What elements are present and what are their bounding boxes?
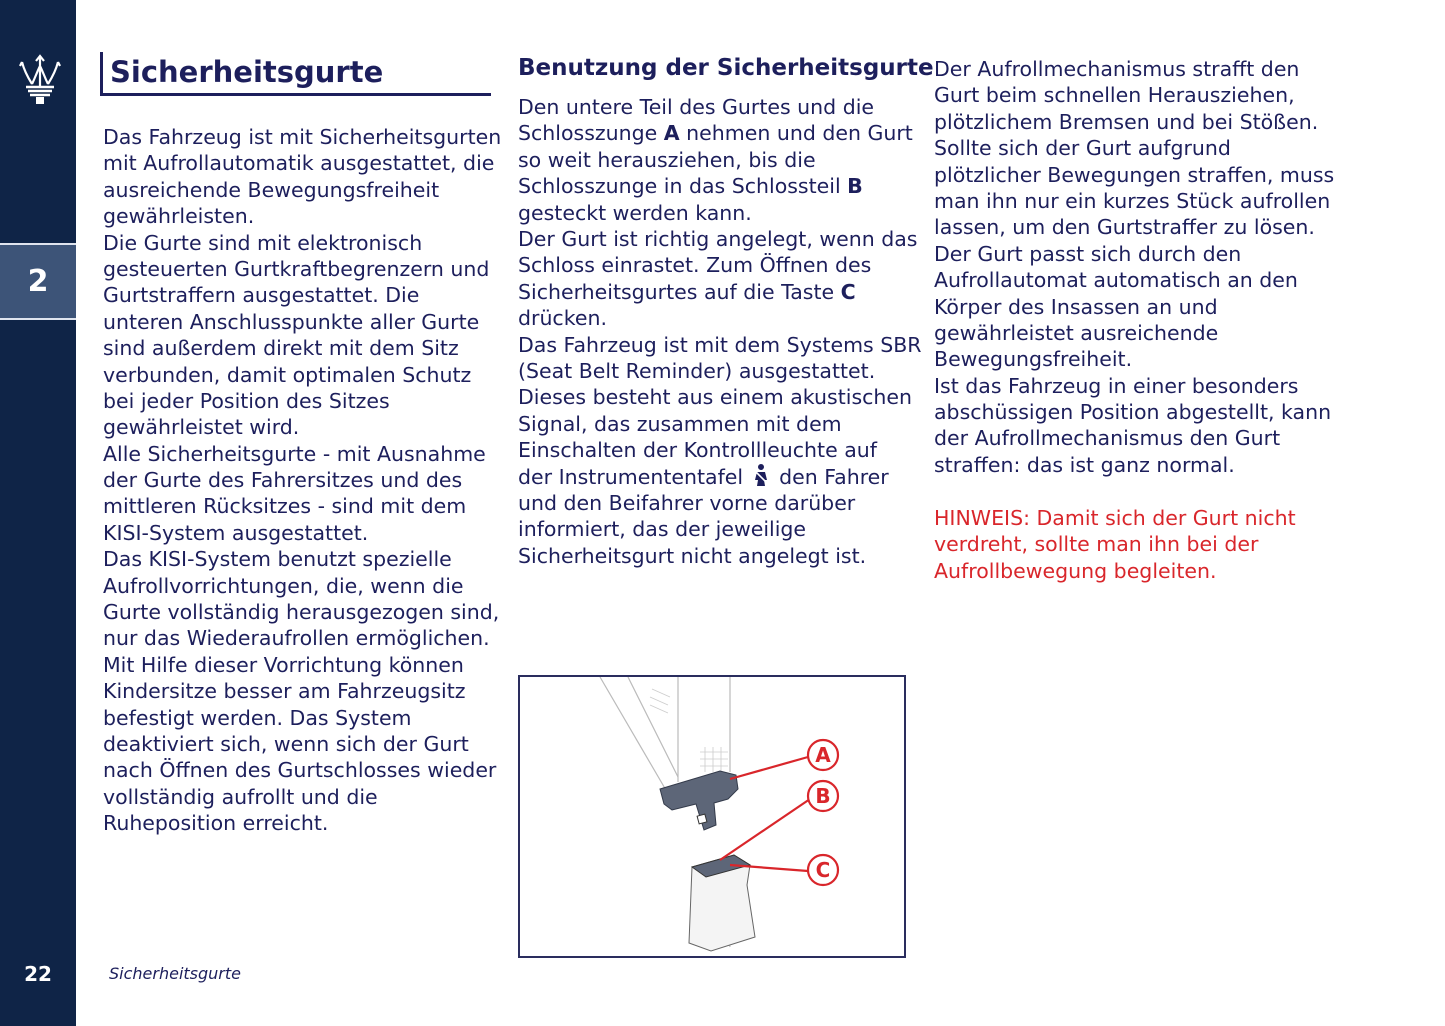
text-segment: Die Gurte sind mit elektronisch bbox=[103, 230, 423, 255]
text-segment: informiert, das der jeweilige bbox=[518, 517, 807, 542]
text-segment: Das Fahrzeug ist mit dem Systems SBR bbox=[518, 332, 922, 357]
text-line bbox=[103, 282, 501, 308]
text-line bbox=[518, 463, 922, 489]
text-segment: nach Öffnen des Gurtschlosses wieder bbox=[103, 758, 497, 783]
text-line bbox=[103, 784, 501, 810]
text-segment: nur das Wiederaufrollen ermöglichen. bbox=[103, 626, 490, 651]
text-segment: der Aufrollmechanismus den Gurt bbox=[934, 426, 1281, 451]
text-segment: Schlosszunge in das Schlossteil bbox=[518, 174, 848, 199]
text-segment: drücken. bbox=[518, 306, 607, 331]
text-line bbox=[103, 177, 501, 203]
note-text bbox=[934, 505, 1296, 584]
text-line bbox=[103, 388, 501, 414]
text-segment: gewährleistet wird. bbox=[103, 415, 300, 440]
text-line bbox=[518, 332, 922, 358]
text-segment: und den Beifahrer vorne darüber bbox=[518, 490, 856, 515]
text-line bbox=[518, 516, 922, 542]
bold-label: C bbox=[840, 279, 856, 304]
text-line bbox=[103, 705, 501, 731]
text-line bbox=[518, 120, 922, 146]
text-segment: Schlosszunge bbox=[518, 121, 664, 146]
text-line bbox=[103, 810, 501, 836]
text-line bbox=[103, 335, 501, 361]
text-line bbox=[934, 267, 1334, 293]
text-line bbox=[934, 56, 1334, 82]
text-segment: lassen, um den Gurtstraffer zu lösen. bbox=[934, 215, 1315, 240]
text-segment: Der Gurt passt sich durch den bbox=[934, 241, 1242, 266]
text-segment: Der Aufrollmechanismus strafft den bbox=[934, 57, 1300, 81]
bold-label: A bbox=[663, 121, 680, 146]
footer-section: Sicherheitsgurte bbox=[109, 964, 241, 983]
column-3-text bbox=[934, 56, 1334, 478]
chapter-tab[interactable]: 2 bbox=[0, 243, 76, 320]
text-segment: gesteckt werden kann. bbox=[518, 200, 752, 225]
text-segment: bei jeder Position des Sitzes bbox=[103, 388, 390, 413]
text-segment: Körper des Insassen an und bbox=[934, 294, 1218, 319]
text-line bbox=[103, 678, 501, 704]
text-segment: Den untere Teil des Gurtes und die bbox=[518, 95, 875, 119]
page-number: 22 bbox=[24, 962, 52, 986]
text-line bbox=[103, 362, 501, 388]
label-c: C bbox=[815, 858, 831, 882]
text-line bbox=[103, 493, 501, 519]
sidebar bbox=[0, 0, 76, 1026]
text-segment: man ihn nur ein kurzes Stück aufrollen bbox=[934, 188, 1331, 213]
text-line bbox=[934, 320, 1334, 346]
text-line bbox=[103, 150, 501, 176]
text-line bbox=[103, 652, 501, 678]
text-line bbox=[518, 543, 922, 569]
column-1-text bbox=[103, 124, 501, 837]
text-segment: Kindersitze besser am Fahrzeugsitz bbox=[103, 679, 466, 704]
text-line bbox=[934, 452, 1334, 478]
text-segment: Bewegungsfreiheit. bbox=[934, 347, 1133, 372]
text-segment: verbunden, damit optimalen Schutz bbox=[103, 362, 472, 387]
text-line bbox=[934, 399, 1334, 425]
text-segment: Sicherheitsgurt nicht angelegt ist. bbox=[518, 543, 867, 568]
text-line bbox=[518, 252, 922, 278]
bold-label: B bbox=[847, 174, 863, 199]
text-segment: Das KISI-System benutzt spezielle bbox=[103, 547, 452, 572]
text-segment: Schloss einrastet. Zum Öffnen des bbox=[518, 253, 872, 278]
text-segment: Mit Hilfe dieser Vorrichtung können bbox=[103, 652, 464, 677]
text-segment: Gurt beim schnellen Herausziehen, bbox=[934, 83, 1295, 108]
text-segment: (Seat Belt Reminder) ausgestattet. bbox=[518, 358, 876, 383]
text-line bbox=[103, 731, 501, 757]
text-segment: Aufrollautomat automatisch an den bbox=[934, 268, 1298, 293]
text-line bbox=[518, 437, 922, 463]
text-line bbox=[518, 490, 922, 516]
text-segment: Aufrollvorrichtungen, die, wenn die bbox=[103, 573, 464, 598]
text-segment: Sollte sich der Gurt aufgrund bbox=[934, 136, 1231, 161]
text-segment: mit Aufrollautomatik ausgestattet, die bbox=[103, 151, 495, 176]
text-segment: sind außerdem direkt mit dem Sitz bbox=[103, 336, 459, 361]
text-line bbox=[103, 203, 501, 229]
column-2-text bbox=[518, 94, 922, 569]
text-line bbox=[103, 757, 501, 783]
text-line bbox=[518, 279, 922, 305]
label-a: A bbox=[815, 743, 831, 767]
text-segment: der Instrumententafel bbox=[518, 465, 744, 490]
note-line: Aufrollbewegung begleiten. bbox=[934, 558, 1217, 583]
text-line bbox=[934, 425, 1334, 451]
text-line bbox=[103, 414, 501, 440]
text-segment: Ist das Fahrzeug in einer besonders bbox=[934, 373, 1299, 398]
text-segment: gesteuerten Gurtkraftbegrenzern und bbox=[103, 256, 490, 281]
text-line bbox=[934, 241, 1334, 267]
text-line bbox=[518, 94, 922, 120]
text-segment: gewährleisten. bbox=[103, 204, 255, 229]
text-segment: abschüssigen Position abgestellt, kann bbox=[934, 400, 1332, 425]
text-segment: Dieses besteht aus einem akustischen bbox=[518, 385, 912, 410]
text-line bbox=[103, 546, 501, 572]
text-segment: plötzlichem Bremsen und bei Stößen. bbox=[934, 109, 1319, 134]
text-line bbox=[518, 226, 922, 252]
text-segment: befestigt werden. Das System bbox=[103, 705, 412, 730]
text-segment: Sicherheitsgurtes auf die Taste bbox=[518, 279, 841, 304]
trident-logo-icon bbox=[18, 54, 62, 106]
text-line bbox=[103, 230, 501, 256]
text-line bbox=[934, 373, 1334, 399]
text-segment: den Fahrer bbox=[779, 465, 889, 490]
text-segment: Alle Sicherheitsgurte - mit Ausnahme bbox=[103, 441, 486, 466]
text-line bbox=[934, 214, 1334, 240]
text-segment: plötzlicher Bewegungen straffen, muss bbox=[934, 162, 1335, 187]
text-line bbox=[518, 173, 922, 199]
text-segment: Einschalten der Kontrollleuchte auf bbox=[518, 438, 877, 463]
text-segment: nehmen und den Gurt bbox=[679, 121, 913, 146]
label-b: B bbox=[815, 784, 831, 808]
text-segment: Gurtstraffern ausgestattet. Die bbox=[103, 283, 420, 308]
text-line bbox=[934, 294, 1334, 320]
text-segment: mittleren Rücksitzes - sind mit dem bbox=[103, 494, 467, 519]
text-line bbox=[934, 135, 1334, 161]
text-line bbox=[103, 467, 501, 493]
text-line bbox=[103, 124, 501, 150]
text-segment: Ruheposition erreicht. bbox=[103, 811, 329, 836]
section-heading: Benutzung der Sicherheitsgurte bbox=[518, 55, 934, 81]
text-line bbox=[934, 82, 1334, 108]
text-line bbox=[518, 147, 922, 173]
text-line bbox=[103, 599, 501, 625]
text-line bbox=[103, 520, 501, 546]
text-line bbox=[934, 346, 1334, 372]
text-segment: gewährleistet ausreichende bbox=[934, 320, 1219, 345]
text-segment: Signal, das zusammen mit dem bbox=[518, 411, 842, 436]
text-segment: der Gurte des Fahrersitzes und des bbox=[103, 468, 463, 493]
page-title: Sicherheitsgurte bbox=[100, 52, 491, 96]
text-line bbox=[518, 305, 922, 331]
text-segment: vollständig aufrollt und die bbox=[103, 784, 378, 809]
note-line: verdreht, sollte man ihn bei der bbox=[934, 532, 1259, 557]
text-line bbox=[934, 162, 1334, 188]
text-segment: deaktiviert sich, wenn sich der Gurt bbox=[103, 731, 469, 756]
seatbelt-illustration bbox=[518, 675, 906, 958]
text-segment: ausreichende Bewegungsfreiheit bbox=[103, 177, 440, 202]
text-segment: straffen: das ist ganz normal. bbox=[934, 452, 1235, 477]
text-line bbox=[103, 441, 501, 467]
text-segment: KISI-System ausgestattet. bbox=[103, 520, 369, 545]
text-segment: unteren Anschlusspunkte aller Gurte bbox=[103, 309, 480, 334]
text-line bbox=[103, 625, 501, 651]
text-line bbox=[103, 573, 501, 599]
text-segment: Der Gurt ist richtig angelegt, wenn das bbox=[518, 226, 918, 251]
text-line bbox=[934, 109, 1334, 135]
text-line bbox=[518, 200, 922, 226]
text-line bbox=[518, 411, 922, 437]
note-line: HINWEIS: Damit sich der Gurt nicht bbox=[934, 506, 1296, 530]
text-line bbox=[934, 188, 1334, 214]
text-line bbox=[103, 309, 501, 335]
belt-webbing-texture bbox=[650, 689, 728, 772]
text-segment: so weit herausziehen, bis die bbox=[518, 147, 816, 172]
text-line bbox=[518, 358, 922, 384]
text-segment: Das Fahrzeug ist mit Sicherheitsgurten bbox=[103, 125, 502, 149]
text-segment: Gurte vollständig herausgezogen sind, bbox=[103, 600, 500, 625]
text-line bbox=[103, 256, 501, 282]
text-line bbox=[518, 384, 922, 410]
